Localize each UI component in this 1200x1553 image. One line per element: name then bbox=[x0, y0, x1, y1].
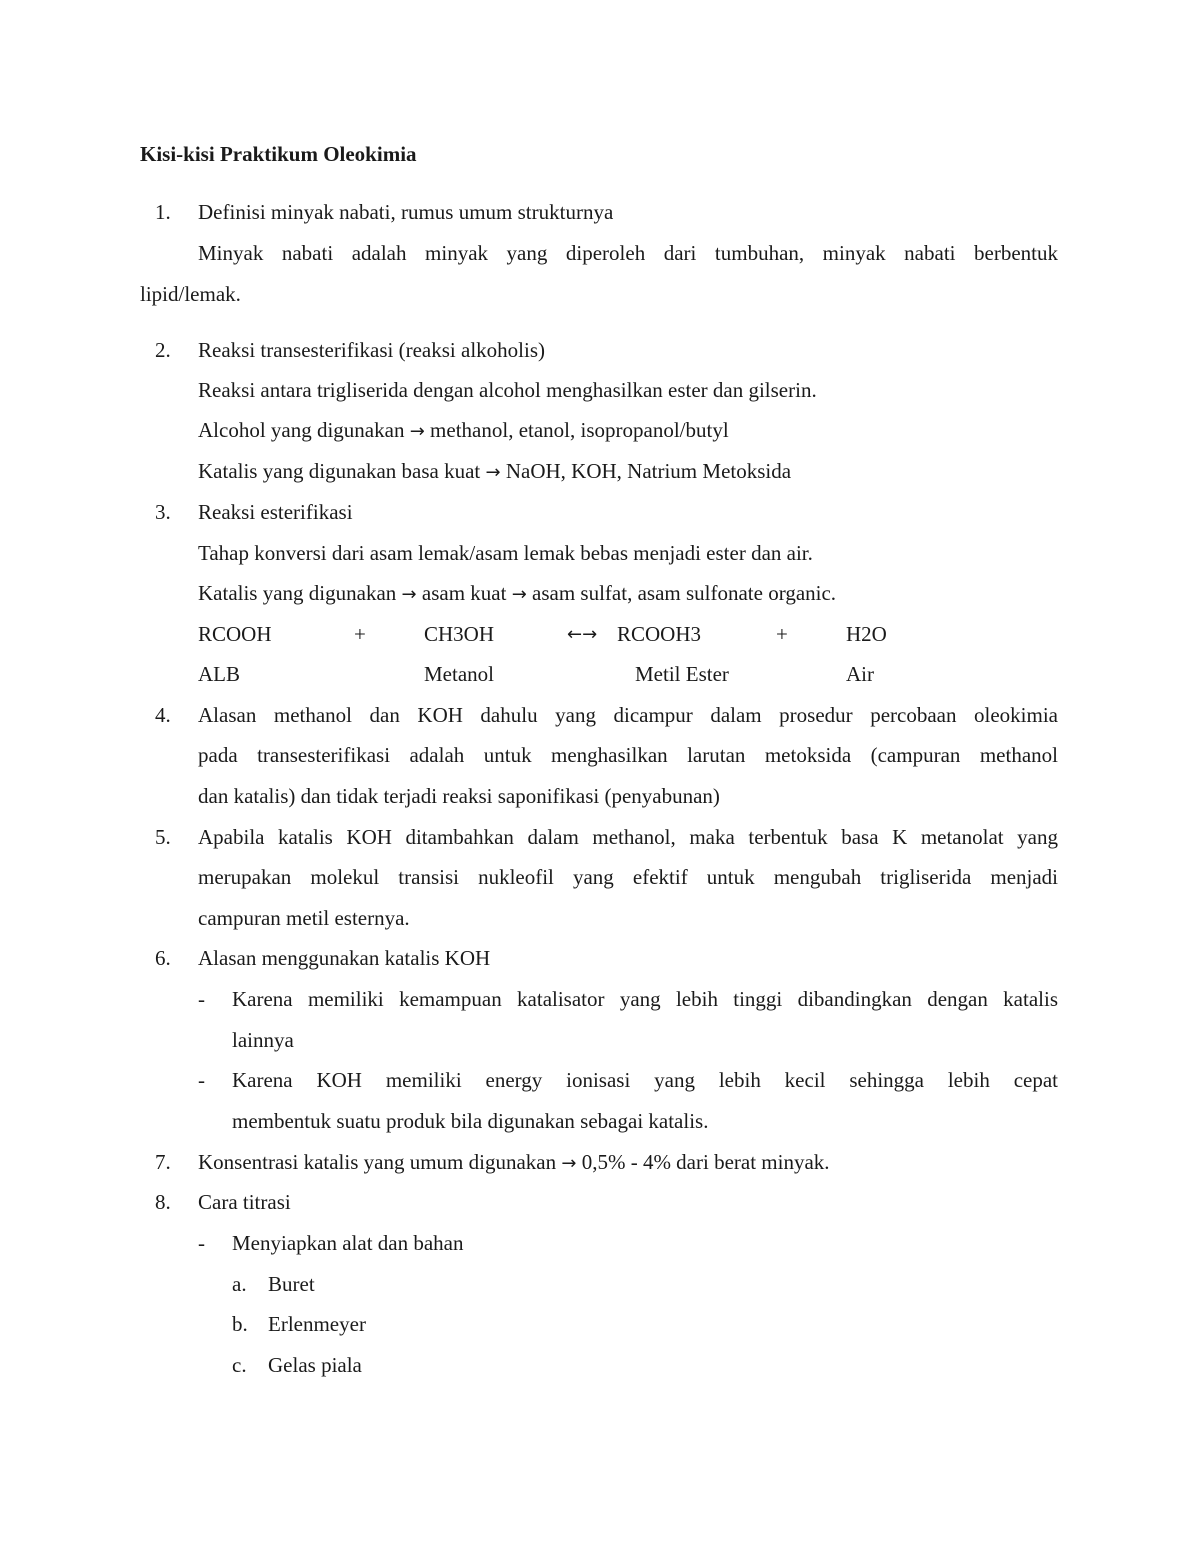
bullet-dash: - bbox=[198, 987, 205, 1011]
item-number: 7. bbox=[155, 1150, 171, 1174]
equation-label: Metil Ester bbox=[635, 662, 729, 686]
paragraph-line bbox=[198, 416, 729, 446]
item-number: 4. bbox=[155, 703, 171, 727]
bullet-dash: - bbox=[198, 1068, 205, 1092]
paragraph-line: Minyak nabati adalah minyak yang diperoleh dari tumbuhan, minyak nabati berbentuk bbox=[198, 241, 1058, 265]
arrow-right-icon: → bbox=[561, 1153, 577, 1174]
text-segment: Alcohol yang digunakan bbox=[198, 418, 405, 442]
arrow-right-icon: → bbox=[401, 584, 417, 605]
arrow-right-icon: → bbox=[511, 584, 527, 605]
equation-reactant-1: RCOOH bbox=[198, 622, 272, 646]
item-heading: Definisi minyak nabati, rumus umum strukturnya bbox=[198, 200, 614, 224]
sub-item-text: Gelas piala bbox=[268, 1353, 362, 1377]
item-heading: Reaksi esterifikasi bbox=[198, 500, 353, 524]
item-number: 1. bbox=[155, 200, 171, 224]
text-segment: NaOH, KOH, Natrium Metoksida bbox=[505, 459, 792, 483]
paragraph-line: Reaksi antara trigliserida dengan alcohol menghasilkan ester dan gilserin. bbox=[198, 378, 817, 402]
text-segment: asam kuat bbox=[421, 581, 507, 605]
item-number: 2. bbox=[155, 338, 171, 362]
page-title: Kisi-kisi Praktikum Oleokimia bbox=[140, 142, 417, 166]
paragraph-line: lipid/lemak. bbox=[140, 282, 241, 306]
bullet-line: Menyiapkan alat dan bahan bbox=[232, 1231, 464, 1255]
item-heading: Cara titrasi bbox=[198, 1190, 291, 1214]
text-segment: Katalis yang digunakan basa kuat bbox=[198, 459, 481, 483]
paragraph-line: Apabila katalis KOH ditambahkan dalam methanol, maka terbentuk basa K metanolat yang bbox=[198, 825, 1058, 849]
text-segment: methanol, etanol, isopropanol/butyl bbox=[430, 418, 729, 442]
equation-plus: + bbox=[776, 622, 788, 646]
paragraph-line: dan katalis) dan tidak terjadi reaksi saponifikasi (penyabunan) bbox=[198, 784, 720, 808]
bullet-line: membentuk suatu produk bila digunakan sebagai katalis. bbox=[232, 1109, 709, 1133]
arrow-right-icon: → bbox=[409, 421, 425, 442]
text-segment: Katalis yang digunakan bbox=[198, 581, 397, 605]
equation-product-1: RCOOH3 bbox=[617, 622, 702, 646]
equation-reactant-2: CH3OH bbox=[424, 622, 495, 646]
sub-item-text: Buret bbox=[268, 1272, 315, 1296]
arrow-right-icon: → bbox=[485, 462, 501, 483]
equation-label: Metanol bbox=[424, 662, 494, 686]
sub-item-text: Erlenmeyer bbox=[268, 1312, 366, 1336]
text-segment: 0,5% - 4% dari berat minyak. bbox=[581, 1150, 830, 1174]
item-heading: Alasan menggunakan katalis KOH bbox=[198, 946, 491, 970]
text-segment: asam sulfat, asam sulfonate organic. bbox=[532, 581, 837, 605]
paragraph-line: Tahap konversi dari asam lemak/asam lemak bebas menjadi ester dan air. bbox=[198, 541, 813, 565]
equilibrium-arrow-icon: ←→ bbox=[567, 624, 598, 645]
item-number: 5. bbox=[155, 825, 171, 849]
sub-item-letter: c. bbox=[232, 1353, 247, 1377]
equation-product-2: H2O bbox=[846, 622, 887, 646]
bullet-line: Karena memiliki kemampuan katalisator yang lebih tinggi dibandingkan dengan katalis bbox=[232, 987, 1058, 1011]
item-number: 3. bbox=[155, 500, 171, 524]
sub-item-letter: b. bbox=[232, 1312, 248, 1336]
equation-plus: + bbox=[354, 622, 366, 646]
paragraph-line bbox=[198, 579, 836, 609]
paragraph-line: pada transesterifikasi adalah untuk menghasilkan larutan metoksida (campuran methanol bbox=[198, 743, 1058, 767]
item-number: 8. bbox=[155, 1190, 171, 1214]
paragraph-line: merupakan molekul transisi nukleofil yang efektif untuk mengubah trigliserida menjadi bbox=[198, 865, 1058, 889]
item-heading: Reaksi transesterifikasi (reaksi alkoholis) bbox=[198, 338, 545, 362]
paragraph-line bbox=[198, 457, 791, 487]
text-segment: Konsentrasi katalis yang umum digunakan bbox=[198, 1150, 557, 1174]
paragraph-line: Alasan methanol dan KOH dahulu yang dicampur dalam prosedur percobaan oleokimia bbox=[198, 703, 1058, 727]
bullet-line: lainnya bbox=[232, 1028, 294, 1052]
item-number: 6. bbox=[155, 946, 171, 970]
bullet-line: Karena KOH memiliki energy ionisasi yang lebih kecil sehingga lebih cepat bbox=[232, 1068, 1058, 1092]
bullet-dash: - bbox=[198, 1231, 205, 1255]
paragraph-line bbox=[198, 1148, 830, 1178]
equation-label: ALB bbox=[198, 662, 240, 686]
equation-label: Air bbox=[846, 662, 874, 686]
sub-item-letter: a. bbox=[232, 1272, 247, 1296]
paragraph-line: campuran metil esternya. bbox=[198, 906, 410, 930]
